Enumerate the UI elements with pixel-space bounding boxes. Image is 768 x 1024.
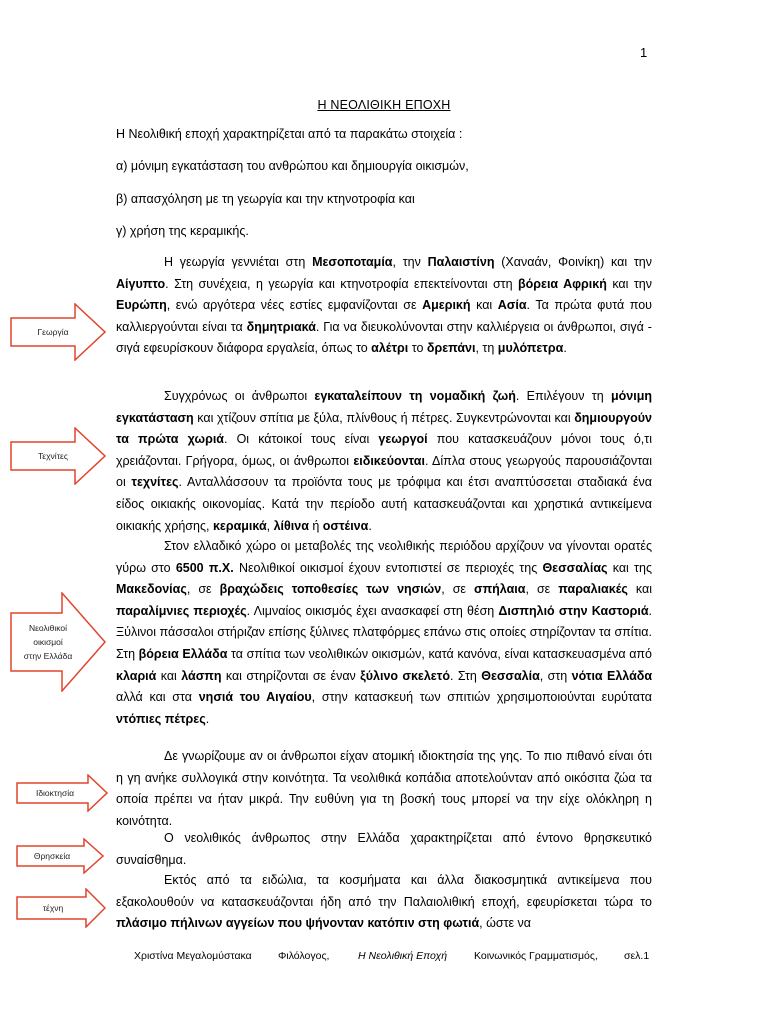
margin-arrow-technites	[10, 427, 106, 485]
paragraph-craftsmen: Συγχρόνως οι άνθρωποι εγκαταλείπουν τη νομαδική ζωή. Επιλέγουν τη μόνιμη εγκατάσταση και χτίζουν σπίτια με ξύλα, πλίνθους ή πέτρες. Συγκεντρώνονται και δημιουργούν τα πρώτα χωριά. Οι κάτοικοί τους είναι γεωργοί που κατασκευάζουν μόνοι τους ό,τι χρειάζονται. Γρήγορα, όμως, οι άνθρωποι ειδικεύονται. Δίπλα στους γεωργούς παρουσιάζονται οι τεχνίτες. Ανταλλάσσουν τα προϊόντα τους με τρόφιμα και έτσι αναπτύσσεται σταδιακά ένα είδος οικιακής οικονομίας. Κατά την περίοδο αυτή κατασκευάζονται και χρηστικά αντικείμενα οικιακής χρήσης, κεραμικά, λίθινα ή οστέινα.	[116, 389, 652, 533]
intro-line: Η Νεολιθική εποχή χαρακτηρίζεται από τα παρακάτω στοιχεία :	[116, 127, 463, 141]
arrow-label-technites: Τεχνίτες	[38, 451, 68, 461]
paragraph-settlements: Στον ελλαδικό χώρο οι μεταβολές της νεολιθικής περιόδου αρχίζουν να γίνονται ορατές γύρω στο 6500 π.Χ. Νεολιθικοί οικισμοί έχουν εντοπιστεί σε περιοχές της Θεσσαλίας και της Μακεδονίας, σε βραχώδεις τοποθεσίες των νησιών, σε σπήλαια, σε παραλιακές και παραλίμνιες περιοχές. Λιμναίος οικισμός έχει ανασκαφεί στη θέση Δισπηλιό στην Καστοριά. Ξύλινοι πάσσαλοι στήριζαν επίσης ξύλινες πλατφόρμες επάνω στις οποίες στηρίζονταν τα σπίτια. Στη βόρεια Ελλάδα τα σπίτια των νεολιθικών οικισμών, κατά κανόνα, είναι κατασκευασμένα από κλαριά και λάσπη και στηρίζονται σε έναν ξύλινο σκελετό. Στη Θεσσαλία, στη νότια Ελλάδα αλλά και στα νησιά του Αιγαίου, στην κατασκευή των σπιτιών χρησιμοποιούνται ευρύτατα ντόπιες πέτρες.	[116, 539, 653, 726]
paragraph-religion: Ο νεολιθικός άνθρωπος στην Ελλάδα χαρακτηρίζεται από έντονο θρησκευτικό συναίσθημα.	[116, 831, 652, 867]
margin-arrow-religion	[16, 838, 104, 874]
arrow-label-settlements-1: Νεολιθικοί	[28, 623, 67, 633]
footer-page: σελ.1	[624, 950, 650, 962]
page-title: Η ΝΕΟΛΙΘΙΚΗ ΕΠΟΧΗ	[317, 98, 451, 112]
list-item: γ) χρήση της κεραμικής.	[116, 224, 249, 238]
arrow-label-settlements-3: στην Ελλάδα	[23, 651, 73, 661]
footer-author: Χριστίνα Μεγαλομύστακα	[134, 950, 252, 962]
paragraph-property: Δε γνωρίζουμε αν οι άνθρωποι είχαν ατομική ιδιοκτησία της γης. Το πιο πιθανό είναι ότι η γη ανήκε συλλογικά στην κοινότητα. Τα νεολιθικά κοπάδια αποτελούνταν από οικόσιτα ζώα τα οποία πρέπει να ήταν μικρά. Την ευθύνη για τη βοσκή τους μπορεί να την είχε ολόκληρη η κοινότητα.	[116, 749, 652, 828]
margin-arrow-art	[16, 888, 106, 928]
margin-arrow-settlements	[10, 592, 106, 692]
paragraph-agriculture: Η γεωργία γεννιέται στη Μεσοποταμία, την Παλαιστίνη (Χαναάν, Φοινίκη) και την Αίγυπτο. Στη συνέχεια, η γεωργία και κτηνοτροφία επεκτείνονται στη βόρεια Αφρική και την Ευρώπη, ενώ αργότερα νέες εστίες εμφανίζονται σε Αμερική και Ασία. Τα πρώτα φυτά που καλλιεργούνται είναι τα δημητριακά. Για να διευκολύνονται στην καλλιέργεια οι άνθρωποι, σιγά - σιγά εφευρίσκουν διάφορα εργαλεία, όπως το αλέτρι το δρεπάνι, τη μυλόπετρα.	[116, 255, 653, 356]
footer-doc-title: Η Νεολιθική Εποχή	[358, 950, 448, 962]
margin-arrow-property	[16, 774, 108, 812]
arrow-label-settlements-2: οικισμοί	[33, 637, 63, 647]
arrow-label-property: Ιδιοκτησία	[35, 788, 75, 798]
paragraph-art: Εκτός από τα ειδώλια, τα κοσμήματα και άλλα διακοσμητικά αντικείμενα που εξακολουθούν να κατασκευάζονται ήδη από την Παλαιολιθική εποχή, εφευρίσκεται τώρα το πλάσιμο πήλινων αγγείων που ψήνονταν κατόπιν στη φωτιά, ώστε να	[116, 873, 652, 931]
list-item: α) μόνιμη εγκατάσταση του ανθρώπου και δημιουργία οικισμών,	[116, 159, 469, 173]
list-item: β) απασχόληση με τη γεωργία και την κτηνοτροφία και	[116, 192, 415, 206]
arrow-label-georgia: Γεωργία	[37, 327, 69, 337]
footer-course: Κοινωνικός Γραμματισμός,	[474, 950, 598, 962]
footer-role: Φιλόλογος,	[278, 950, 330, 962]
arrow-label-art: τέχνη	[42, 903, 64, 913]
margin-arrow-georgia	[10, 303, 106, 361]
page-number: 1	[640, 45, 648, 60]
arrow-label-religion: Θρησκεία	[33, 851, 71, 861]
